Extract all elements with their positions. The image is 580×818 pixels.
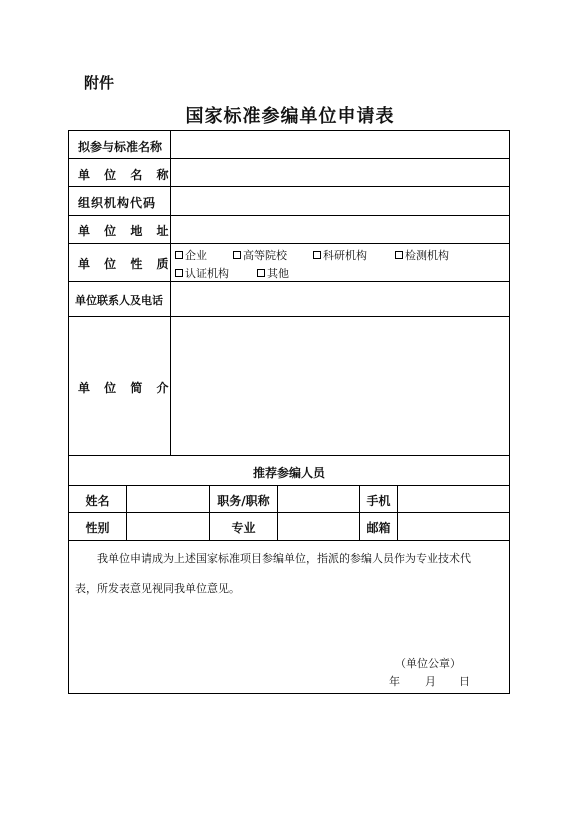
checkbox-icon[interactable] bbox=[175, 269, 183, 277]
nature-option-university[interactable]: 高等院校 bbox=[233, 247, 287, 263]
checkbox-icon[interactable] bbox=[395, 251, 403, 259]
person-gender-field[interactable] bbox=[127, 513, 209, 540]
page-title: 国家标准参编单位申请表 bbox=[185, 106, 395, 127]
label-unit-intro: 单 位 简 介 bbox=[78, 381, 169, 395]
label-person-title: 职务/职称 bbox=[217, 494, 270, 508]
label-unit-name: 单 位 名 称 bbox=[78, 168, 169, 182]
checkbox-icon[interactable] bbox=[313, 251, 321, 259]
row-divider bbox=[69, 540, 509, 541]
standard-name-field[interactable] bbox=[171, 131, 509, 158]
label-org-code: 组织机构代码 bbox=[78, 196, 157, 210]
label-person-email: 邮箱 bbox=[366, 521, 391, 535]
unit-intro-field[interactable] bbox=[171, 317, 509, 455]
application-form-table bbox=[68, 130, 510, 694]
unit-name-field[interactable] bbox=[171, 159, 509, 186]
person-major-field[interactable] bbox=[278, 513, 359, 540]
person-email-field[interactable] bbox=[398, 513, 509, 540]
label-contact: 单位联系人及电话 bbox=[75, 294, 163, 307]
declaration-text: 我单位申请成为上述国家标准项目参编单位，指派的参编人员作为专业技术代 bbox=[97, 552, 471, 565]
nature-option-certification[interactable]: 认证机构 bbox=[175, 265, 229, 281]
label-person-mobile: 手机 bbox=[366, 494, 391, 508]
label-person-major: 专业 bbox=[231, 521, 256, 535]
checkbox-icon[interactable] bbox=[175, 251, 183, 259]
row-divider bbox=[69, 243, 509, 244]
unit-address-field[interactable] bbox=[171, 216, 509, 243]
label-person-name: 姓名 bbox=[85, 494, 110, 508]
date-day-label: 日 bbox=[459, 675, 470, 688]
nature-option-research[interactable]: 科研机构 bbox=[313, 247, 367, 263]
checkbox-icon[interactable] bbox=[233, 251, 241, 259]
recommend-header: 推荐参编人员 bbox=[252, 466, 325, 480]
label-unit-address: 单 位 地 址 bbox=[78, 224, 169, 238]
date-month-label: 月 bbox=[425, 675, 436, 688]
person-title-field[interactable] bbox=[278, 486, 359, 512]
contact-field[interactable] bbox=[171, 282, 509, 316]
person-mobile-field[interactable] bbox=[398, 486, 509, 512]
nature-option-enterprise[interactable]: 企业 bbox=[175, 247, 207, 263]
row-divider bbox=[69, 455, 509, 456]
seal-label: （单位公章） bbox=[395, 657, 461, 670]
date-year-label: 年 bbox=[389, 675, 400, 688]
nature-option-other[interactable]: 其他 bbox=[257, 265, 289, 281]
attachment-label: 附件 bbox=[84, 74, 115, 92]
nature-option-testing[interactable]: 检测机构 bbox=[395, 247, 449, 263]
checkbox-icon[interactable] bbox=[257, 269, 265, 277]
org-code-field[interactable] bbox=[171, 187, 509, 215]
label-unit-nature: 单 位 性 质 bbox=[78, 257, 169, 271]
person-name-field[interactable] bbox=[127, 486, 209, 512]
declaration-text-2: 表，所发表意见视同我单位意见。 bbox=[75, 582, 240, 595]
label-person-gender: 性别 bbox=[85, 521, 110, 535]
label-standard-name: 拟参与标准名称 bbox=[78, 140, 163, 154]
